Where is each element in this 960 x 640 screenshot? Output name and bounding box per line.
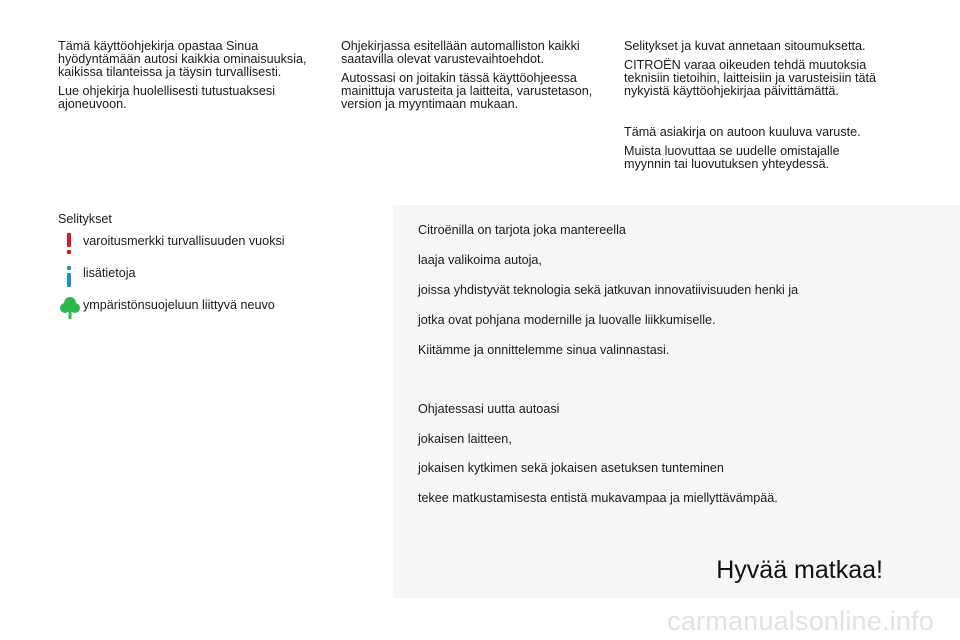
- legend-item-warning: [58, 232, 358, 264]
- legend: [58, 212, 358, 328]
- welcome-line: joissa yhdistyvät teknologia sekä jatkuvan innovatiivisuuden henki ja: [418, 283, 799, 297]
- legend-item-label: varoitusmerkki turvallisuuden vuoksi: [83, 234, 285, 248]
- intro-paragraph: Muista luovuttaa se uudelle omistajalle myynnin tai luovutuksen yhteydessä.: [624, 144, 840, 171]
- legend-item-label: lisätietoja: [83, 266, 136, 280]
- welcome-panel: [393, 205, 960, 598]
- farewell-heading: Hyvää matkaa!: [716, 556, 883, 584]
- intro-paragraph: Ohjekirjassa esitellään automalliston kaikki saatavilla olevat varustevaihtoehdot.: [341, 39, 580, 66]
- intro-paragraph: Tämä käyttöohjekirja opastaa Sinua hyödyntämään autosi kaikkia ominaisuuksia, kaikissa tilanteissa ja täysin turvallisesti.: [58, 39, 307, 79]
- welcome-line: Ohjatessasi uutta autoasi: [418, 402, 560, 416]
- intro-column-3: [624, 40, 886, 177]
- intro-paragraph: Lue ohjekirja huolellisesti tutustuaksesi ajoneuvoon.: [58, 84, 276, 111]
- legend-title: Selitykset: [58, 212, 112, 226]
- legend-item-label: ympäristönsuojeluun liittyvä neuvo: [83, 298, 275, 312]
- tree-leaf-icon: [60, 296, 78, 320]
- welcome-line: Citroënilla on tarjota joka mantereella: [418, 223, 626, 237]
- info-i-icon: [60, 264, 78, 288]
- legend-item-info: [58, 264, 358, 296]
- intro-paragraph: CITROËN varaa oikeuden tehdä muutoksia teknisiin tietoihin, laitteisiin ja varusteisiin tätä nykyistä käyttöohjekirjaa päivittämättä.: [624, 58, 876, 98]
- welcome-line: laaja valikoima autoja,: [418, 253, 542, 267]
- intro-column-1: [58, 40, 320, 117]
- watermark: carmanualsonline.info: [667, 606, 934, 636]
- legend-item-environment: [58, 296, 358, 328]
- welcome-line: jokaisen laitteen,: [418, 432, 512, 446]
- intro-paragraph: Autossasi on joitakin tässä käyttöohjeessa mainittuja varusteita ja laitteita, varustetason, version ja myyntimaan mukaan.: [341, 71, 593, 111]
- intro-paragraph: Tämä asiakirja on autoon kuuluva varuste.: [624, 125, 861, 139]
- welcome-line: jokaisen kytkimen sekä jokaisen asetuksen tunteminen: [418, 461, 724, 475]
- welcome-line: Kiitämme ja onnittelemme sinua valinnastasi.: [418, 343, 670, 357]
- intro-paragraph: Selitykset ja kuvat annetaan sitoumuksetta.: [624, 39, 866, 53]
- warning-exclamation-icon: [60, 232, 78, 256]
- welcome-line: jotka ovat pohjana modernille ja luovalle liikkumiselle.: [418, 313, 716, 327]
- welcome-line: tekee matkustamisesta entistä mukavampaa ja miellyttävämpää.: [418, 491, 778, 505]
- intro-column-2: [341, 40, 603, 117]
